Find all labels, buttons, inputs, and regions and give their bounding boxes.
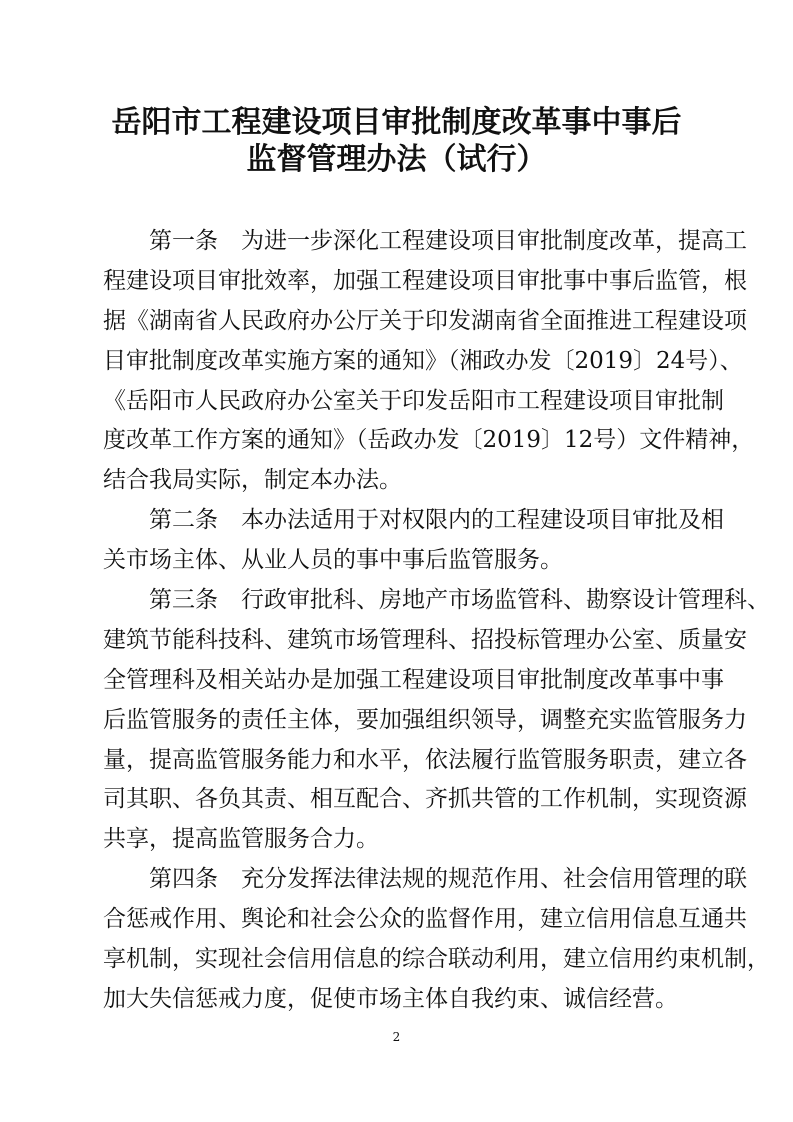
article-4-line: 享机制，实现社会信用信息的综合联动利用，建立信用约束机制， <box>103 946 770 973</box>
article-1-line: 程建设项目审批效率，加强工程建设项目审批事中事后监管，根 <box>103 267 747 294</box>
article-1-line: 目审批制度改革实施方案的通知》（湘政办发〔2019〕24号）、 <box>103 347 743 374</box>
document-title-line-2: 监督管理办法（试行） <box>246 142 547 177</box>
document-body <box>103 222 770 1020</box>
article-3-line: 全管理科及相关站办是加强工程建设项目审批制度改革事中事 <box>103 666 724 693</box>
article-2-line: 第二条 本办法适用于对权限内的工程建设项目审批及相 <box>149 507 724 534</box>
article-3-line: 第三条 行政审批科、房地产市场监管科、勘察设计管理科、 <box>149 587 770 614</box>
article-1-line: 《岳阳市人民政府办公室关于印发岳阳市工程建设项目审批制 <box>103 387 724 414</box>
article-4-line: 第四条 充分发挥法律法规的规范作用、社会信用管理的联 <box>149 866 747 893</box>
article-3-line: 建筑节能科技科、建筑市场管理科、招投标管理办公室、质量安 <box>103 626 747 653</box>
article-1-line: 度改革工作方案的通知》（岳政办发〔2019〕12号）文件精神， <box>103 427 755 454</box>
article-3-line: 司其职、各负其责、相互配合、齐抓共管的工作机制，实现资源 <box>103 786 747 813</box>
article-4-line: 加大失信惩戒力度，促使市场主体自我约束、诚信经营。 <box>103 985 678 1012</box>
article-3-line: 后监管服务的责任主体，要加强组织领导，调整充实监管服务力 <box>103 706 747 733</box>
article-4-line: 合惩戒作用、舆论和社会公众的监督作用，建立信用信息互通共 <box>103 906 747 933</box>
article-1-line: 结合我局实际，制定本办法。 <box>103 467 402 494</box>
article-2-line: 关市场主体、从业人员的事中事后监管服务。 <box>103 547 563 574</box>
page-number: 2 <box>392 1030 401 1044</box>
article-1-line: 据《湖南省人民政府办公厅关于印发湖南省全面推进工程建设项 <box>103 307 747 334</box>
article-3-line: 共享，提高监管服务合力。 <box>103 826 379 853</box>
document-title-line-1: 岳阳市工程建设项目审批制度改革事中事后 <box>111 105 682 140</box>
article-1-line: 第一条 为进一步深化工程建设项目审批制度改革，提高工 <box>149 228 747 254</box>
article-3-line: 量，提高监管服务能力和水平，依法履行监管服务职责，建立各 <box>103 746 747 773</box>
